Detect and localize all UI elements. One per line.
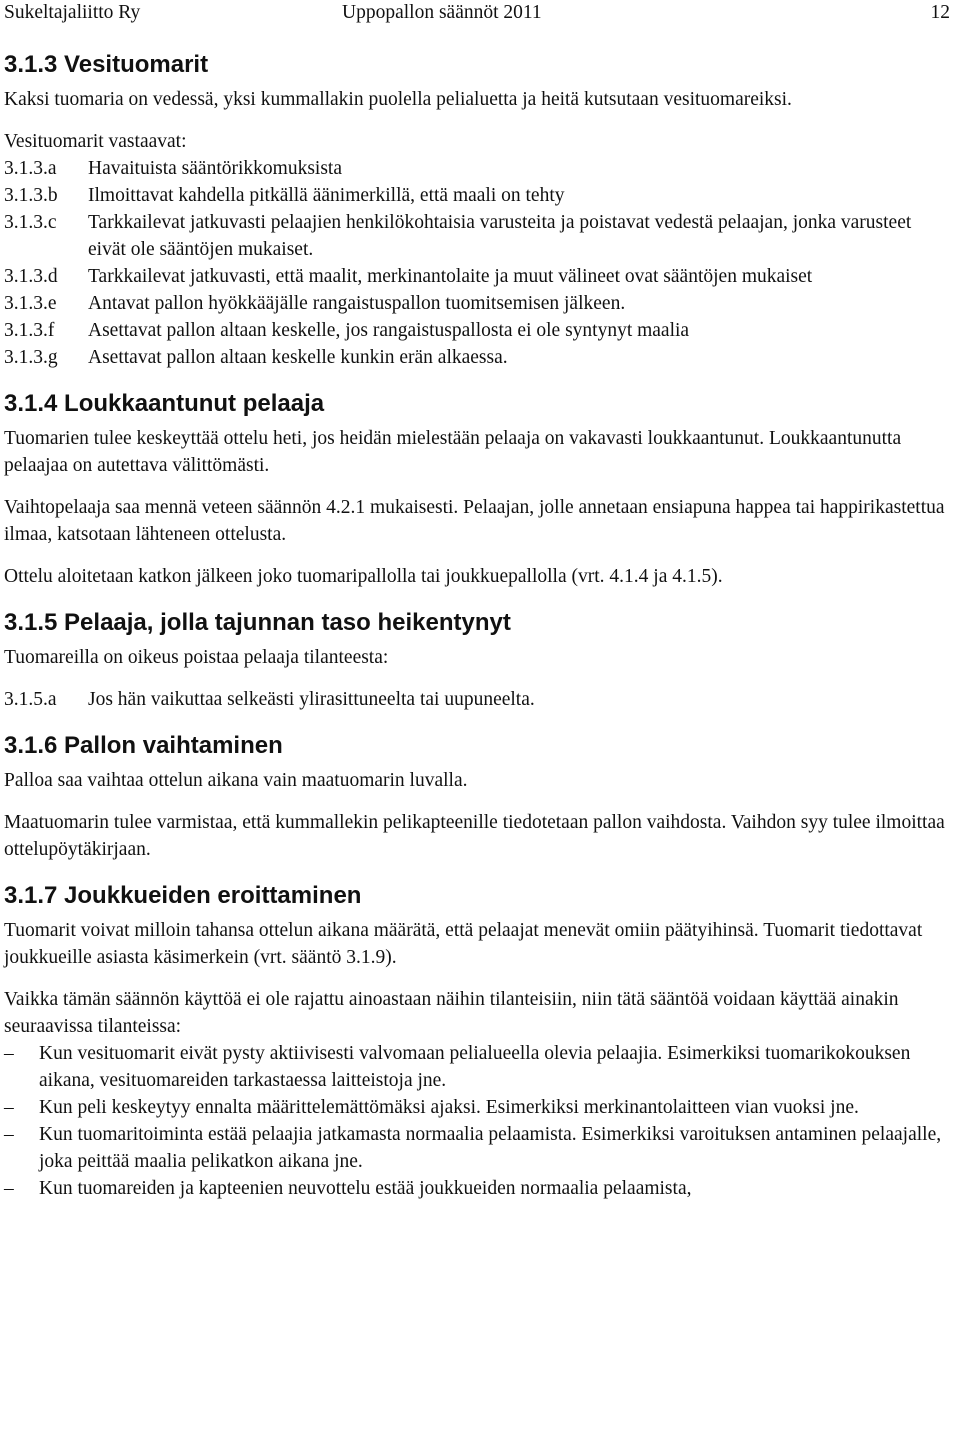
rule-text: Havaituista sääntörikkomuksista [88,158,342,179]
bullet-item [4,1040,950,1094]
rule-item [4,290,950,317]
header-document-title: Uppopallon säännöt 2011 [342,2,542,23]
paragraph-intro: Kaksi tuomaria on vedessä, yksi kummallakin puolella pelialuetta ja heitä kutsutaan vesituomareiksi. [4,89,792,110]
rule-number: 3.1.3.e [4,293,57,314]
dash-marker: – [4,1178,14,1199]
dash-marker: – [4,1043,14,1064]
paragraph-injury-stop: Tuomarien tulee keskeyttää ottelu heti, jos heidän mielestään pelaaja on vakavasti loukkaantunut. Loukkaantunutta pelaajaa on autettava välittömästi. [4,428,902,476]
paragraph-ball-change-notice: Maatuomarin tulee varmistaa, että kummallekin pelikapteenille tiedotetaan pallon vaihdosta. Vaihdon syy tulee ilmoittaa ottelupöytäkirjaan. [4,812,945,860]
paragraph-ball-change: Palloa saa vaihtaa ottelun aikana vain maatuomarin luvalla. [4,770,468,791]
paragraph-restart: Ottelu aloitetaan katkon jälkeen joko tuomaripallolla tai joukkuepallolla (vrt. 4.1.4 ja 4.1.5). [4,566,723,587]
rule-item [4,263,950,290]
paragraph-referee-right: Tuomareilla on oikeus poistaa pelaaja tilanteesta: [4,647,389,668]
bullet-item [4,1121,950,1175]
paragraph-team-separation: Tuomarit voivat milloin tahansa ottelun aikana määrätä, että pelaajat menevät omiin päätyihinsä. Tuomarit tiedottavat joukkueille asiasta käsimerkein (vrt. sääntö 3.1.9). [4,920,923,968]
paragraph-situations: Vaikka tämän säännön käyttöä ei ole rajattu ainoastaan näihin tilanteisiin, niin tätä sääntöä voidaan käyttää ainakin seuraavissa tilanteissa: [4,989,899,1037]
section-title-3-1-4: 3.1.4 Loukkaantunut pelaaja [4,390,325,417]
section-title-3-1-6: 3.1.6 Pallon vaihtaminen [4,732,283,759]
page-header [4,0,950,28]
rule-item [4,686,950,713]
rule-number: 3.1.5.a [4,689,57,710]
rule-number: 3.1.3.b [4,185,58,206]
bullet-item [4,1094,950,1121]
bullet-text: Kun tuomaritoiminta estää pelaajia jatkamasta normaalia pelaamista. Esimerkiksi varoituksen antaminen pelaajalle, joka peittää maalia pelikatkon aikana jne. [39,1124,942,1172]
paragraph-substitute: Vaihtopelaaja saa mennä veteen säännön 4.2.1 mukaisesti. Pelaajan, jolle annetaan ensiapuna happea tai happirikastettua ilmaa, katsotaan lähteneen ottelusta. [4,497,945,545]
rule-item [4,317,950,344]
rule-number: 3.1.3.f [4,320,55,341]
header-page-number: 12 [930,2,950,23]
rule-number: 3.1.3.g [4,347,58,368]
section-title-3-1-3: 3.1.3 Vesituomarit [4,51,209,78]
section-title-3-1-5: 3.1.5 Pelaaja, jolla tajunnan taso heikentynyt [4,609,511,636]
dash-marker: – [4,1097,14,1118]
rule-text: Asettavat pallon altaan keskelle kunkin erän alkaessa. [88,347,508,368]
bullet-text: Kun vesituomarit eivät pysty aktiivisesti valvomaan pelialueella olevia pelaajia. Esimerkiksi tuomarikokouksen aikana, vesituomareiden tarkastaessa laitteistoja jne. [39,1043,911,1091]
rule-text: Tarkkailevat jatkuvasti pelaajien henkilökohtaisia varusteita ja poistavat vedestä pelaajan, jonka varusteet eivät ole sääntöjen mukaiset. [88,212,912,260]
rule-number: 3.1.3.a [4,158,57,179]
rule-text: Asettavat pallon altaan keskelle, jos rangaistuspallosta ei ole syntynyt maalia [88,320,690,341]
rule-item [4,182,950,209]
rule-text: Antavat pallon hyökkääjälle rangaistuspallon tuomitsemisen jälkeen. [88,293,626,314]
header-organization: Sukeltajaliitto Ry [4,2,141,23]
rule-item [4,155,950,182]
rule-text: Jos hän vaikuttaa selkeästi ylirasittuneelta tai uupuneelta. [88,689,535,710]
section-title-3-1-7: 3.1.7 Joukkueiden eroittaminen [4,882,362,909]
rule-text: Ilmoittavat kahdella pitkällä äänimerkillä, että maali on tehty [88,185,565,206]
rule-item [4,209,950,263]
bullet-text: Kun peli keskeytyy ennalta määrittelemättömäksi ajaksi. Esimerkiksi merkinantolaitteen vian vuoksi jne. [39,1097,859,1118]
document-page [4,0,950,1202]
dash-marker: – [4,1124,14,1145]
paragraph-lead: Vesituomarit vastaavat: [4,131,187,152]
rule-number: 3.1.3.c [4,212,57,233]
rule-text: Tarkkailevat jatkuvasti, että maalit, merkinantolaite ja muut välineet ovat sääntöjen mukaiset [88,266,813,287]
rule-number: 3.1.3.d [4,266,58,287]
bullet-item [4,1175,950,1202]
bullet-text: Kun tuomareiden ja kapteenien neuvottelu estää joukkueiden normaalia pelaamista, [39,1178,692,1199]
rule-item [4,344,950,371]
